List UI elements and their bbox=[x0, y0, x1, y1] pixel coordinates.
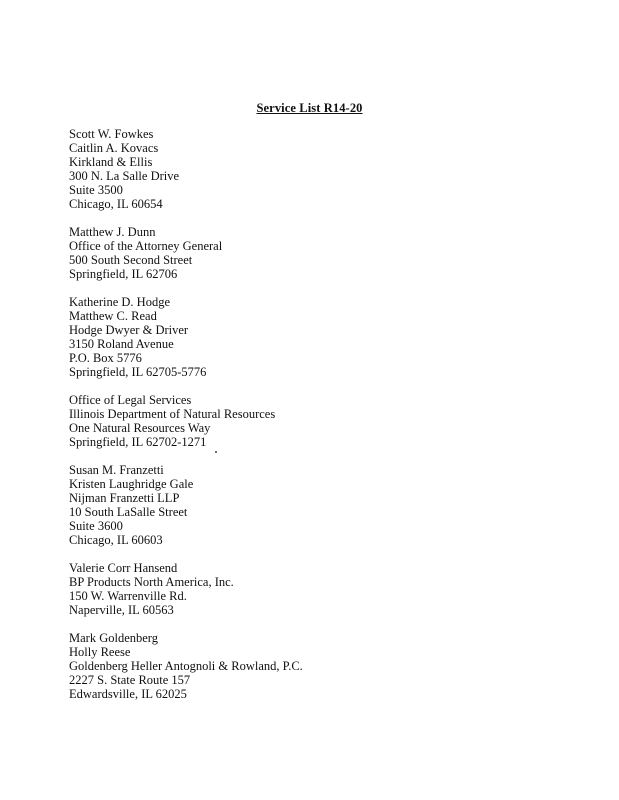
address-line: One Natural Resources Way bbox=[69, 421, 211, 435]
page-title: Service List R14-20 bbox=[256, 101, 363, 115]
address-line: Kirkland & Ellis bbox=[69, 155, 153, 169]
address-line: Valerie Corr Hansend bbox=[69, 561, 178, 575]
address-line: Naperville, IL 60563 bbox=[69, 603, 174, 617]
address-line: Mark Goldenberg bbox=[69, 631, 158, 645]
address-line: Susan M. Franzetti bbox=[69, 463, 164, 477]
address-line: Hodge Dwyer & Driver bbox=[69, 323, 189, 337]
address-line: Springfield, IL 62705-5776 bbox=[69, 365, 207, 379]
address-block bbox=[69, 631, 589, 701]
address-line: 150 W. Warrenville Rd. bbox=[69, 589, 187, 603]
address-line: Chicago, IL 60603 bbox=[69, 533, 163, 547]
address-block bbox=[69, 393, 589, 449]
address-line: Springfield, IL 62702-1271 bbox=[69, 435, 207, 449]
address-line: Edwardsville, IL 62025 bbox=[69, 687, 187, 701]
address-block bbox=[69, 295, 589, 379]
address-line: 2227 S. State Route 157 bbox=[69, 673, 191, 687]
address-line: P.O. Box 5776 bbox=[69, 351, 142, 365]
address-line: Goldenberg Heller Antognoli & Rowland, P.C. bbox=[69, 659, 303, 673]
address-line: Office of Legal Services bbox=[69, 393, 192, 407]
address-block bbox=[69, 225, 589, 281]
address-line: Nijman Franzetti LLP bbox=[69, 491, 180, 505]
address-line: Springfield, IL 62706 bbox=[69, 267, 178, 281]
address-line: 10 South LaSalle Street bbox=[69, 505, 188, 519]
address-line: Chicago, IL 60654 bbox=[69, 197, 163, 211]
address-line: Scott W. Fowkes bbox=[69, 127, 154, 141]
service-list bbox=[69, 127, 589, 715]
address-line: Illinois Department of Natural Resources bbox=[69, 407, 276, 421]
address-block bbox=[69, 127, 589, 211]
address-line: Suite 3500 bbox=[69, 183, 123, 197]
address-line: BP Products North America, Inc. bbox=[69, 575, 234, 589]
address-line: Matthew C. Read bbox=[69, 309, 157, 323]
address-line: 3150 Roland Avenue bbox=[69, 337, 174, 351]
scan-speck bbox=[215, 451, 217, 453]
address-line: Office of the Attorney General bbox=[69, 239, 223, 253]
address-line: Holly Reese bbox=[69, 645, 131, 659]
address-line: Katherine D. Hodge bbox=[69, 295, 171, 309]
address-block bbox=[69, 463, 589, 547]
address-line: Caitlin A. Kovacs bbox=[69, 141, 159, 155]
address-line: Suite 3600 bbox=[69, 519, 123, 533]
address-line: Kristen Laughridge Gale bbox=[69, 477, 194, 491]
address-line: 300 N. La Salle Drive bbox=[69, 169, 180, 183]
address-block bbox=[69, 561, 589, 617]
address-line: 500 South Second Street bbox=[69, 253, 193, 267]
address-line: Matthew J. Dunn bbox=[69, 225, 156, 239]
